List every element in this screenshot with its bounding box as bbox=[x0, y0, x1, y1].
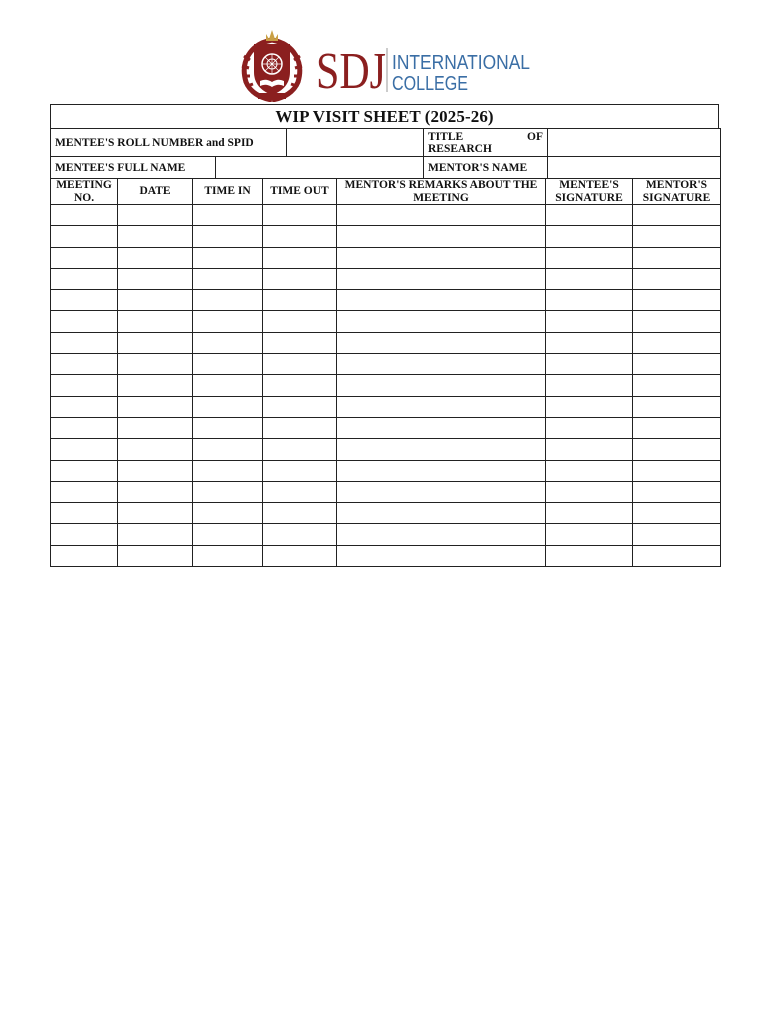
meeting-no-cell[interactable] bbox=[51, 226, 118, 247]
mentor-name-label: MENTOR'S NAME bbox=[424, 156, 548, 178]
date-cell[interactable] bbox=[118, 503, 193, 524]
date-cell[interactable] bbox=[118, 417, 193, 438]
time-out-cell[interactable] bbox=[263, 247, 337, 268]
time-in-cell[interactable] bbox=[193, 332, 263, 353]
date-cell[interactable] bbox=[118, 354, 193, 375]
date-cell[interactable] bbox=[118, 396, 193, 417]
mentor-signature-cell[interactable] bbox=[633, 460, 721, 481]
time-out-cell[interactable] bbox=[263, 226, 337, 247]
time-out-cell[interactable] bbox=[263, 290, 337, 311]
time-in-cell[interactable] bbox=[193, 439, 263, 460]
mentor-remarks-cell[interactable] bbox=[337, 439, 546, 460]
meeting-no-cell[interactable] bbox=[51, 247, 118, 268]
column-header-date: DATE bbox=[118, 179, 193, 205]
mentor-signature-cell[interactable] bbox=[633, 247, 721, 268]
mentor-signature-cell[interactable] bbox=[633, 290, 721, 311]
mentor-remarks-cell[interactable] bbox=[337, 417, 546, 438]
college-logo bbox=[236, 26, 536, 102]
mentor-remarks-cell[interactable] bbox=[337, 332, 546, 353]
title-research-word1: TITLE bbox=[428, 130, 464, 143]
time-out-cell[interactable] bbox=[263, 481, 337, 502]
mentee-signature-cell[interactable] bbox=[546, 332, 633, 353]
mentee-signature-cell[interactable] bbox=[546, 247, 633, 268]
mentee-info-grid bbox=[50, 128, 719, 178]
college-wordmark-line2: COLLEGE bbox=[392, 73, 468, 95]
time-out-cell[interactable] bbox=[263, 524, 337, 545]
mentee-signature-cell[interactable] bbox=[546, 524, 633, 545]
column-header-time-in: TIME IN bbox=[193, 179, 263, 205]
date-cell[interactable] bbox=[118, 545, 193, 566]
full-name-row bbox=[51, 156, 424, 178]
mentor-remarks-cell[interactable] bbox=[337, 375, 546, 396]
mentor-signature-cell[interactable] bbox=[633, 545, 721, 566]
time-in-cell[interactable] bbox=[193, 205, 263, 226]
date-cell[interactable] bbox=[118, 332, 193, 353]
table-row bbox=[51, 481, 721, 502]
time-out-cell[interactable] bbox=[263, 417, 337, 438]
mentor-remarks-cell[interactable] bbox=[337, 247, 546, 268]
date-cell[interactable] bbox=[118, 268, 193, 289]
meeting-no-cell[interactable] bbox=[51, 268, 118, 289]
date-cell[interactable] bbox=[118, 247, 193, 268]
time-in-cell[interactable] bbox=[193, 311, 263, 332]
date-cell[interactable] bbox=[118, 460, 193, 481]
table-row bbox=[51, 290, 721, 311]
mentee-signature-cell[interactable] bbox=[546, 460, 633, 481]
title-of-research-label bbox=[424, 128, 548, 156]
time-in-cell[interactable] bbox=[193, 247, 263, 268]
mentee-signature-cell[interactable] bbox=[546, 268, 633, 289]
college-crest-icon bbox=[242, 30, 302, 100]
mentor-signature-cell[interactable] bbox=[633, 503, 721, 524]
mentor-remarks-cell[interactable] bbox=[337, 481, 546, 502]
mentee-signature-cell[interactable] bbox=[546, 417, 633, 438]
title-of-research-field[interactable] bbox=[548, 128, 721, 156]
mentor-remarks-cell[interactable] bbox=[337, 396, 546, 417]
time-out-cell[interactable] bbox=[263, 545, 337, 566]
date-cell[interactable] bbox=[118, 375, 193, 396]
time-out-cell[interactable] bbox=[263, 503, 337, 524]
mentor-signature-cell[interactable] bbox=[633, 332, 721, 353]
mentor-signature-cell[interactable] bbox=[633, 439, 721, 460]
meeting-no-cell[interactable] bbox=[51, 290, 118, 311]
time-in-cell[interactable] bbox=[193, 481, 263, 502]
mentee-signature-cell[interactable] bbox=[546, 375, 633, 396]
title-research-word3: RESEARCH bbox=[428, 142, 492, 155]
table-header-row bbox=[51, 179, 721, 205]
time-out-cell[interactable] bbox=[263, 396, 337, 417]
time-in-cell[interactable] bbox=[193, 460, 263, 481]
meeting-no-cell[interactable] bbox=[51, 205, 118, 226]
time-out-cell[interactable] bbox=[263, 268, 337, 289]
mentee-signature-cell[interactable] bbox=[546, 290, 633, 311]
mentor-remarks-cell[interactable] bbox=[337, 205, 546, 226]
mentor-remarks-cell[interactable] bbox=[337, 354, 546, 375]
time-in-cell[interactable] bbox=[193, 290, 263, 311]
mentor-signature-cell[interactable] bbox=[633, 354, 721, 375]
mentor-remarks-cell[interactable] bbox=[337, 503, 546, 524]
column-header-mentor-signature: MENTOR'S SIGNATURE bbox=[633, 179, 721, 205]
table-row bbox=[51, 226, 721, 247]
date-cell[interactable] bbox=[118, 290, 193, 311]
meeting-no-cell[interactable] bbox=[51, 311, 118, 332]
mentee-signature-cell[interactable] bbox=[546, 396, 633, 417]
table-row bbox=[51, 311, 721, 332]
wip-visit-sheet bbox=[50, 104, 719, 567]
title-research-word2: OF bbox=[527, 130, 543, 143]
time-in-cell[interactable] bbox=[193, 375, 263, 396]
meeting-log-table bbox=[50, 178, 721, 567]
mentor-signature-cell[interactable] bbox=[633, 226, 721, 247]
time-out-cell[interactable] bbox=[263, 332, 337, 353]
mentor-remarks-cell[interactable] bbox=[337, 226, 546, 247]
mentee-signature-cell[interactable] bbox=[546, 481, 633, 502]
table-row bbox=[51, 268, 721, 289]
mentor-signature-cell[interactable] bbox=[633, 205, 721, 226]
time-out-cell[interactable] bbox=[263, 439, 337, 460]
meeting-log-body bbox=[51, 205, 721, 567]
table-row bbox=[51, 524, 721, 545]
table-row bbox=[51, 354, 721, 375]
meeting-no-cell[interactable] bbox=[51, 503, 118, 524]
date-cell[interactable] bbox=[118, 481, 193, 502]
column-header-time-out: TIME OUT bbox=[263, 179, 337, 205]
time-in-cell[interactable] bbox=[193, 524, 263, 545]
mentor-remarks-cell[interactable] bbox=[337, 290, 546, 311]
mentor-remarks-cell[interactable] bbox=[337, 545, 546, 566]
mentor-signature-cell[interactable] bbox=[633, 396, 721, 417]
mentor-signature-cell[interactable] bbox=[633, 268, 721, 289]
date-cell[interactable] bbox=[118, 524, 193, 545]
mentor-remarks-cell[interactable] bbox=[337, 311, 546, 332]
column-header-mentor-remarks: MENTOR'S REMARKS ABOUT THE MEETING bbox=[337, 179, 546, 205]
time-out-cell[interactable] bbox=[263, 205, 337, 226]
table-row bbox=[51, 545, 721, 566]
sheet-title: WIP VISIT SHEET (2025-26) bbox=[50, 104, 719, 128]
table-row bbox=[51, 396, 721, 417]
column-header-mentee-signature: MENTEE'S SIGNATURE bbox=[546, 179, 633, 205]
time-out-cell[interactable] bbox=[263, 311, 337, 332]
college-wordmark-sdj: SDJ bbox=[316, 43, 386, 100]
mentor-signature-cell[interactable] bbox=[633, 481, 721, 502]
table-row bbox=[51, 375, 721, 396]
college-wordmark-line1: INTERNATIONAL bbox=[392, 52, 530, 74]
mentee-signature-cell[interactable] bbox=[546, 226, 633, 247]
mentor-signature-cell[interactable] bbox=[633, 311, 721, 332]
date-cell[interactable] bbox=[118, 311, 193, 332]
date-cell[interactable] bbox=[118, 226, 193, 247]
table-row bbox=[51, 247, 721, 268]
table-row bbox=[51, 205, 721, 226]
meeting-no-cell[interactable] bbox=[51, 396, 118, 417]
mentor-signature-cell[interactable] bbox=[633, 375, 721, 396]
meeting-no-cell[interactable] bbox=[51, 460, 118, 481]
full-name-label: MENTEE'S FULL NAME bbox=[51, 157, 216, 178]
mentor-signature-cell[interactable] bbox=[633, 524, 721, 545]
mentor-remarks-cell[interactable] bbox=[337, 460, 546, 481]
meeting-no-cell[interactable] bbox=[51, 524, 118, 545]
meeting-no-cell[interactable] bbox=[51, 481, 118, 502]
mentee-signature-cell[interactable] bbox=[546, 545, 633, 566]
mentee-signature-cell[interactable] bbox=[546, 439, 633, 460]
column-header-meeting-no: MEETING NO. bbox=[51, 179, 118, 205]
time-in-cell[interactable] bbox=[193, 226, 263, 247]
mentor-remarks-cell[interactable] bbox=[337, 268, 546, 289]
meeting-no-cell[interactable] bbox=[51, 332, 118, 353]
time-in-cell[interactable] bbox=[193, 268, 263, 289]
table-row bbox=[51, 417, 721, 438]
time-in-cell[interactable] bbox=[193, 396, 263, 417]
mentee-signature-cell[interactable] bbox=[546, 205, 633, 226]
meeting-no-cell[interactable] bbox=[51, 375, 118, 396]
mentor-remarks-cell[interactable] bbox=[337, 524, 546, 545]
mentee-signature-cell[interactable] bbox=[546, 503, 633, 524]
date-cell[interactable] bbox=[118, 439, 193, 460]
table-row bbox=[51, 460, 721, 481]
time-in-cell[interactable] bbox=[193, 417, 263, 438]
table-row bbox=[51, 332, 721, 353]
meeting-no-cell[interactable] bbox=[51, 354, 118, 375]
time-out-cell[interactable] bbox=[263, 460, 337, 481]
meeting-no-cell[interactable] bbox=[51, 417, 118, 438]
mentee-signature-cell[interactable] bbox=[546, 311, 633, 332]
time-in-cell[interactable] bbox=[193, 354, 263, 375]
time-out-cell[interactable] bbox=[263, 354, 337, 375]
meeting-no-cell[interactable] bbox=[51, 545, 118, 566]
mentor-name-field[interactable] bbox=[548, 156, 721, 178]
time-in-cell[interactable] bbox=[193, 545, 263, 566]
date-cell[interactable] bbox=[118, 205, 193, 226]
meeting-no-cell[interactable] bbox=[51, 439, 118, 460]
mentor-signature-cell[interactable] bbox=[633, 417, 721, 438]
roll-number-field[interactable] bbox=[287, 128, 424, 156]
table-row bbox=[51, 439, 721, 460]
table-row bbox=[51, 503, 721, 524]
roll-number-label: MENTEE'S ROLL NUMBER and SPID bbox=[51, 128, 287, 156]
mentee-signature-cell[interactable] bbox=[546, 354, 633, 375]
time-out-cell[interactable] bbox=[263, 375, 337, 396]
time-in-cell[interactable] bbox=[193, 503, 263, 524]
